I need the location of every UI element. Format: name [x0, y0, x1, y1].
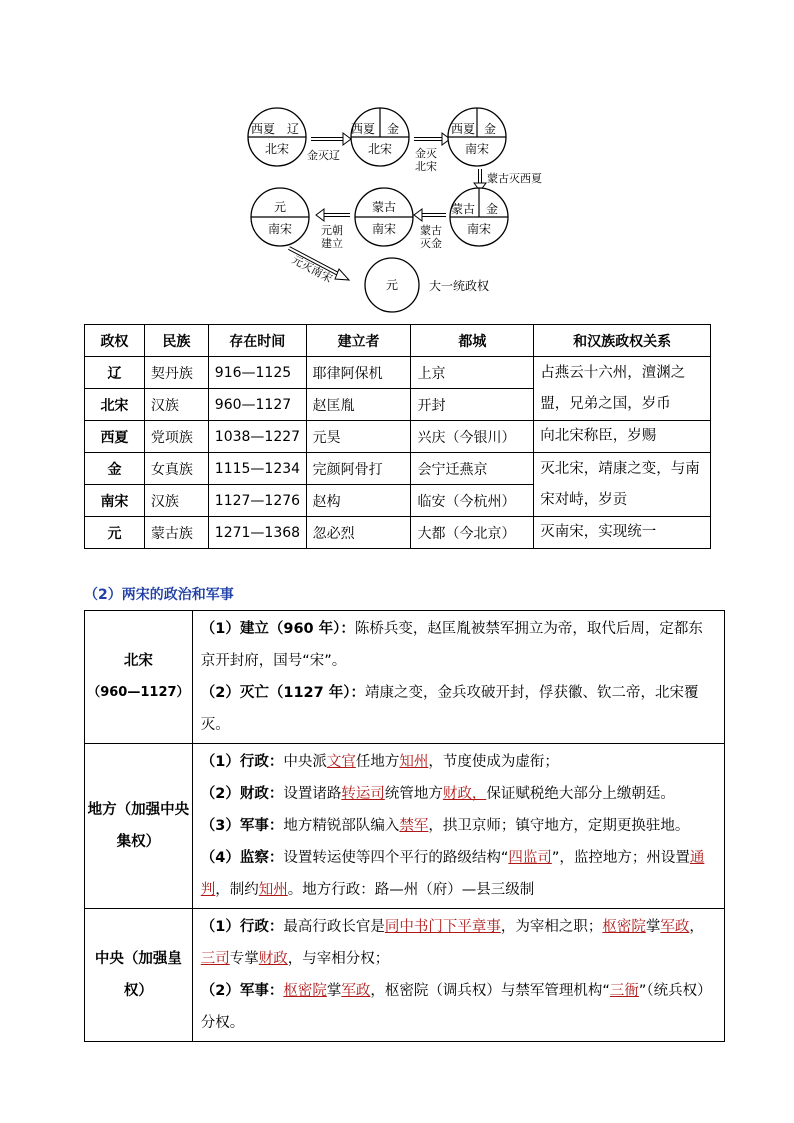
label-finance: （2）财政：	[200, 786, 284, 802]
row-head-central: 中央（加强皇权）	[85, 909, 193, 1042]
arrow-label-yuan-mie-nansong: 元灭南宋	[289, 253, 335, 286]
label-nansong: 南宋	[268, 222, 293, 236]
cell-period: 1271—1368	[208, 517, 306, 549]
line-supervision	[201, 842, 716, 906]
arrow-label-jianli: 建立	[321, 237, 343, 250]
keyword: 军政	[341, 983, 371, 999]
row-head-beisong	[85, 611, 193, 744]
cell-founder: 元昊	[306, 421, 411, 453]
keyword: 通判	[200, 850, 705, 898]
label-menggu: 蒙古	[372, 200, 397, 214]
row-central	[85, 909, 725, 1042]
cell-regime: 辽	[85, 357, 145, 389]
text-fall: 靖康之变，金兵攻破开封，俘获徽、钦二帝，北宋覆灭。	[200, 685, 699, 733]
col-header-period: 存在时间	[208, 325, 306, 357]
keyword: 同中书门下平章事	[384, 919, 501, 935]
col-header-regime: 政权	[85, 325, 145, 357]
row-beisong	[85, 611, 725, 744]
table-row	[85, 517, 711, 549]
text: 设置转运使等四个平行的路级结构“	[283, 850, 509, 866]
table-row	[85, 357, 711, 389]
label-jin: 金	[486, 202, 499, 216]
arrow-jin-destroys-liao	[307, 133, 351, 162]
table-row	[85, 421, 711, 453]
song-politics-table	[84, 610, 725, 1042]
cell-capital: 临安（今杭州）	[411, 485, 534, 517]
arrow-label-jin-mie-liao: 金灭辽	[307, 149, 340, 162]
cell-period: 960—1127	[208, 389, 306, 421]
text: ，制约	[215, 882, 259, 898]
cell-regime: 南宋	[85, 485, 145, 517]
cell-ethnic: 蒙古族	[144, 517, 208, 549]
cell-founder: 耶律阿保机	[306, 357, 411, 389]
col-header-capital: 都城	[411, 325, 534, 357]
history-diagram	[239, 104, 544, 314]
row-head-local: 地方（加强中央集权）	[85, 744, 193, 909]
circle-yuan-unified	[365, 258, 489, 312]
circle-mongol-nansong	[355, 188, 413, 246]
label-unified-regime: 大一统政权	[429, 279, 490, 293]
label-jin: 金	[387, 122, 400, 136]
keyword: 财政，	[442, 786, 487, 802]
line-central-military	[201, 975, 716, 1039]
keyword: 四监司	[508, 850, 552, 866]
cell-regime: 西夏	[85, 421, 145, 453]
cell-ethnic: 汉族	[144, 389, 208, 421]
cell-capital: 会宁迁燕京	[411, 453, 534, 485]
cell-founder: 完颜阿骨打	[306, 453, 411, 485]
label-xixia: 西夏	[451, 122, 476, 136]
cell-ethnic: 女真族	[144, 453, 208, 485]
text: ”（统兵权）分权。	[200, 983, 712, 1031]
line-military	[201, 810, 716, 842]
label-beisong: 北宋	[368, 142, 393, 156]
text: 专掌	[229, 951, 259, 967]
label-admin: （1）行政：	[200, 754, 284, 770]
text: ，	[689, 919, 704, 935]
label-nansong: 南宋	[467, 222, 492, 236]
line-admin	[201, 746, 716, 778]
cell-relation: 占燕云十六州，澶渊之盟，兄弟之国，岁币	[534, 357, 711, 421]
circle-liao-period	[248, 108, 306, 166]
cell-regime: 金	[85, 453, 145, 485]
cell-capital: 大都（今北京）	[411, 517, 534, 549]
circle-mongol-jin-nansong	[450, 188, 508, 246]
arrow-mongol-destroys-jin	[414, 209, 446, 250]
arrow-label-yuanchao: 元朝	[321, 224, 343, 237]
paragraph-founding	[201, 613, 716, 677]
cell-relation: 向北宋称臣，岁赐	[534, 421, 711, 453]
section-title: （2）两宋的政治和军事	[84, 587, 234, 603]
label-founding: （1）建立（960 年）：	[200, 621, 355, 637]
keyword: 知州	[399, 754, 429, 770]
row-body-local	[192, 744, 724, 909]
label-xixia: 西夏	[351, 122, 376, 136]
cell-founder: 赵匡胤	[306, 389, 411, 421]
col-header-ethnic: 民族	[144, 325, 208, 357]
text: 中央派	[283, 754, 327, 770]
text: 地方精锐部队编入	[283, 818, 400, 834]
text: 最高行政长官是	[283, 919, 385, 935]
arrow-label-menggu-mie-xixia: 蒙古灭西夏	[487, 172, 542, 185]
cell-capital: 开封	[411, 389, 534, 421]
keyword: 三衙	[609, 983, 639, 999]
cell-capital: 兴庆（今银川）	[411, 421, 534, 453]
label-yuan: 元	[386, 278, 399, 292]
cell-period: 1127—1276	[208, 485, 306, 517]
text: ，拱卫京师；镇守地方，定期更换驻地。	[428, 818, 690, 834]
cell-founder: 赵构	[306, 485, 411, 517]
label-admin: （1）行政：	[200, 919, 284, 935]
regime-transition-diagram	[239, 104, 544, 314]
cell-period: 1038—1227	[208, 421, 306, 453]
text: 设置诸路	[283, 786, 342, 802]
keyword: 财政	[258, 951, 288, 967]
text: ，枢密院（调兵权）与禁军管理机构“	[370, 983, 610, 999]
arrow-mongol-destroys-xixia	[474, 169, 542, 191]
table-row	[85, 453, 711, 485]
label-xixia: 西夏	[251, 122, 276, 136]
arrow-label-beisong: 北宋	[415, 160, 437, 173]
row-head-years: （960—1127）	[87, 685, 190, 700]
text-founding: 陈桥兵变，赵匡胤被禁军拥立为帝，取代后周，定都东京开封府，国号“宋”。	[200, 621, 703, 669]
circle-yuan-nansong	[251, 188, 309, 246]
keyword: 转运司	[341, 786, 385, 802]
text: 掌	[326, 983, 342, 999]
cell-regime: 元	[85, 517, 145, 549]
arrow-yuan-established	[316, 209, 350, 250]
text: 统管地方	[384, 786, 443, 802]
cell-ethnic: 契丹族	[144, 357, 208, 389]
keyword: 知州	[258, 882, 288, 898]
cell-regime: 北宋	[85, 389, 145, 421]
cell-founder: 忽必烈	[306, 517, 411, 549]
arrow-jin-destroys-beisong	[414, 133, 450, 173]
regimes-table	[84, 324, 711, 549]
circle-jin-beisong	[351, 108, 409, 166]
label-jin: 金	[484, 122, 497, 136]
cell-period: 916—1125	[208, 357, 306, 389]
paragraph-fall	[201, 677, 716, 741]
keyword: 文官	[326, 754, 356, 770]
cell-capital: 上京	[411, 357, 534, 389]
text: 掌	[645, 919, 661, 935]
text: 任地方	[355, 754, 400, 770]
col-header-relation: 和汉族政权关系	[534, 325, 711, 357]
line-finance	[201, 778, 716, 810]
label-nansong: 南宋	[372, 222, 397, 236]
keyword: 三司	[200, 951, 230, 967]
arrow-label-jinmie: 金灭	[415, 147, 437, 160]
label-fall: （2）灭亡（1127 年）：	[200, 685, 366, 701]
circle-jin-nansong	[448, 108, 506, 166]
arrow-yuan-destroys-nansong	[289, 248, 349, 285]
text: ”，监控地方；州设置	[551, 850, 690, 866]
text: ，节度使成为虚衔；	[428, 754, 559, 770]
cell-ethnic: 汉族	[144, 485, 208, 517]
label-military: （2）军事：	[200, 983, 284, 999]
row-body-central	[192, 909, 724, 1042]
keyword: 军政	[660, 919, 690, 935]
label-menggu: 蒙古	[451, 202, 476, 216]
label-liao: 辽	[287, 122, 300, 136]
label-nansong: 南宋	[465, 142, 490, 156]
table-header-row	[85, 325, 711, 357]
arrow-label-menggu: 蒙古	[420, 224, 442, 237]
text: ，与宰相分权；	[287, 951, 390, 967]
row-head-title: 北宋	[123, 653, 153, 669]
label-military: （3）军事：	[200, 818, 284, 834]
line-central-admin	[201, 911, 716, 975]
text: ，为宰相之职；	[500, 919, 603, 935]
text: 。地方行政：路—州（府）—县三级制	[287, 882, 535, 898]
col-header-founder: 建立者	[306, 325, 411, 357]
row-body-beisong	[192, 611, 724, 744]
label-beisong: 北宋	[265, 142, 290, 156]
keyword: 禁军	[399, 818, 429, 834]
arrow-label-miejin: 灭金	[420, 237, 442, 250]
label-yuan: 元	[274, 200, 287, 214]
label-supervision: （4）监察：	[200, 850, 284, 866]
keyword: 枢密院	[602, 919, 646, 935]
cell-relation: 灭南宋，实现统一	[534, 517, 711, 549]
cell-ethnic: 党项族	[144, 421, 208, 453]
row-local	[85, 744, 725, 909]
cell-relation: 灭北宋，靖康之变，与南宋对峙，岁贡	[534, 453, 711, 517]
keyword: 枢密院	[283, 983, 327, 999]
cell-period: 1115—1234	[208, 453, 306, 485]
text: 保证赋税绝大部分上缴朝廷。	[486, 786, 675, 802]
